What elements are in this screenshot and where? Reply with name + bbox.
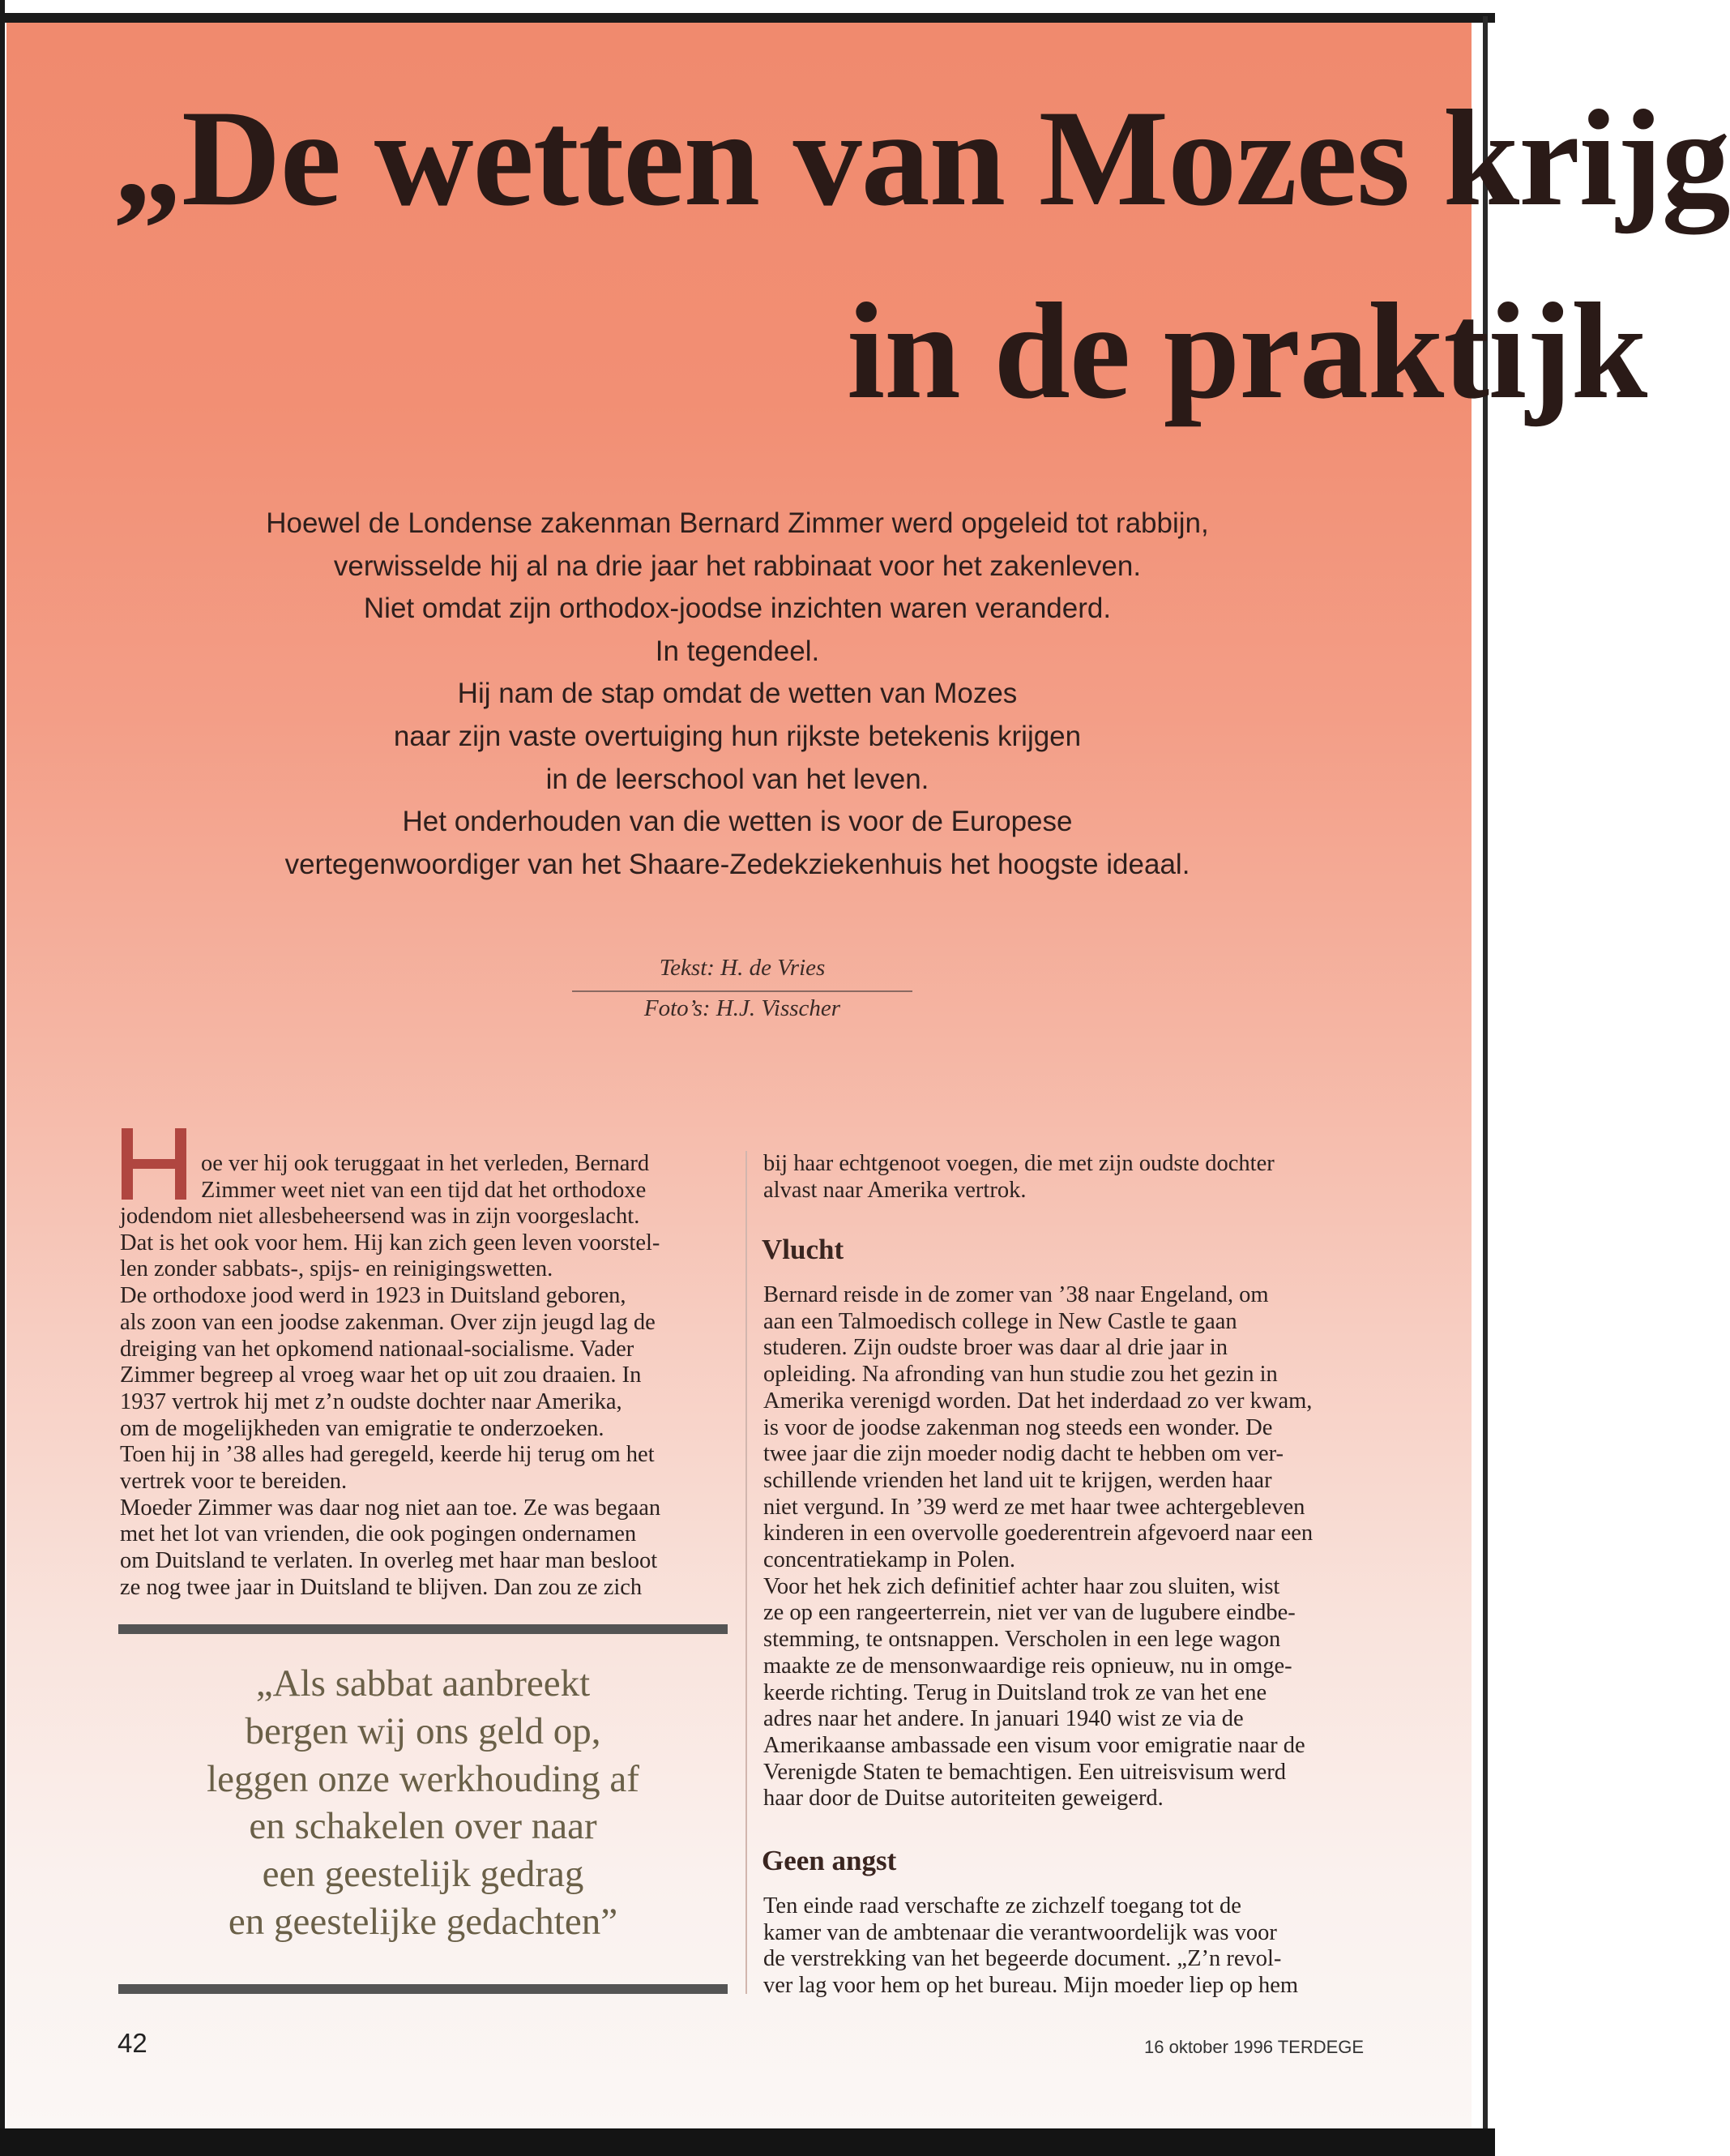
body-line: maakte ze de mensonwaardige reis opnieuw, nu in omge- <box>763 1653 1292 1679</box>
body-line: Verenigde Staten te bemachtigen. Een uitreisvisum werd <box>763 1759 1287 1785</box>
body-line: schillende vrienden het land uit te krijgen, werden haar <box>763 1467 1272 1493</box>
body-line: ze op een rangeerterrein, niet ver van de lugubere eindbe- <box>763 1600 1296 1626</box>
body-line: studeren. Zijn oudste broer was daar al drie jaar in <box>763 1335 1228 1361</box>
intro-line: In tegendeel. <box>655 635 820 667</box>
body-line: kamer van de ambtenaar die verantwoordelijk was voor <box>763 1919 1277 1945</box>
column-divider <box>745 1151 747 1994</box>
body-line: bij haar echtgenoot voegen, die met zijn oudste dochter <box>763 1151 1275 1176</box>
subheading-geen-angst: Geen angst <box>762 1845 897 1876</box>
body-line: ver lag voor hem op het bureau. Mijn moeder liep op hem <box>763 1973 1299 1999</box>
body-line: ze nog twee jaar in Duitsland te blijven. Dan zou ze zich <box>120 1574 643 1600</box>
right-column-section-vlucht <box>763 1282 1313 1812</box>
scan-border-left <box>0 0 5 2156</box>
body-line: aan een Talmoedisch college in New Castle te gaan <box>763 1308 1237 1334</box>
body-line: stemming, te ontsnappen. Verscholen in een lege wagon <box>763 1627 1281 1653</box>
body-line: Zimmer begreep al vroeg waar het op uit zou draaien. In <box>120 1362 642 1388</box>
pull-quote-line: een geestelijk gedrag <box>262 1853 584 1896</box>
body-line: len zonder sabbats-, spijs- en reinigingswetten. <box>120 1256 553 1282</box>
body-line: alvast naar Amerika vertrok. <box>763 1177 1027 1203</box>
body-line: vertrek voor te bereiden. <box>120 1469 348 1495</box>
pull-quote-line: en geestelijke gedachten” <box>228 1900 618 1943</box>
intro-line: verwisselde hij al na drie jaar het rabbinaat voor het zakenleven. <box>333 550 1142 582</box>
body-line: Toen hij in ’38 alles had geregeld, keerde hij terug om het <box>120 1442 655 1468</box>
body-line: De orthodoxe jood werd in 1923 in Duitsland geboren, <box>120 1283 626 1309</box>
intro-lead <box>154 503 1321 886</box>
pull-quote-line: leggen onze werkhouding af <box>207 1757 639 1800</box>
intro-line: Het onderhouden van die wetten is voor de Europese <box>402 806 1073 838</box>
body-line: Voor het hek zich definitief achter haar zou sluiten, wist <box>763 1573 1280 1599</box>
body-line: met het lot van vrienden, die ook pogingen ondernamen <box>120 1521 637 1547</box>
scan-border-top <box>0 13 1495 23</box>
credit-divider <box>572 990 912 992</box>
body-line: Zimmer weet niet van een tijd dat het orthodoxe <box>201 1177 647 1203</box>
intro-line: Hij nam de stap omdat de wetten van Mozes <box>457 678 1018 710</box>
intro-line: naar zijn vaste overtuiging hun rijkste betekenis krijgen <box>393 720 1082 752</box>
headline-line-2: in de praktijk <box>847 275 1647 427</box>
issue-date: 16 oktober 1996 TERDEGE <box>1144 2037 1365 2057</box>
body-line: kinderen in een overvolle goederentrein afgevoerd naar een <box>763 1521 1314 1546</box>
body-line: om de mogelijkheden van emigratie te onderzoeken. <box>120 1415 604 1441</box>
body-line: Moeder Zimmer was daar nog niet aan toe. Ze was begaan <box>120 1495 661 1521</box>
body-line: 1937 vertrok hij met z’n oudste dochter naar Amerika, <box>120 1388 622 1414</box>
intro-line: in de leerschool van het leven. <box>545 763 929 795</box>
page-number: 42 <box>117 2028 147 2058</box>
pull-quote-rule-bottom <box>118 1984 728 1994</box>
body-line: concentratiekamp in Polen. <box>763 1547 1016 1573</box>
left-column-body <box>120 1204 660 1602</box>
body-line: opleiding. Na afronding van hun studie zou het gezin in <box>763 1362 1278 1388</box>
body-line: twee jaar die zijn moeder nodig dacht te hebben om ver- <box>763 1441 1284 1467</box>
intro-line: vertegenwoordiger van het Shaare-Zedekziekenhuis het hoogste ideaal. <box>284 848 1190 880</box>
pull-quote <box>118 1660 728 1946</box>
pull-quote-line: bergen wij ons geld op, <box>245 1709 601 1752</box>
intro-line: Niet omdat zijn orthodox-joodse inzichten waren veranderd. <box>363 592 1112 625</box>
body-line: keerde richting. Terug in Duitsland trok ze van het ene <box>763 1679 1267 1705</box>
scan-border-bottom <box>0 2128 1495 2156</box>
body-line: Amerikaanse ambassade een visum voor emigratie naar de <box>763 1732 1305 1758</box>
body-line: niet vergund. In ’39 werd ze met haar twee achtergebleven <box>763 1494 1305 1520</box>
body-line: Dat is het ook voor hem. Hij kan zich geen leven voorstel- <box>120 1230 660 1256</box>
intro-line: Hoewel de Londense zakenman Bernard Zimmer werd opgeleid tot rabbijn, <box>266 507 1209 539</box>
body-line: dreiging van het opkomend nationaal-socialisme. Vader <box>120 1336 634 1362</box>
body-line: de verstrekking van het begeerde document. „Z’n revol- <box>763 1946 1282 1972</box>
drop-cap-h <box>122 1128 186 1200</box>
headline-line-1: „De wetten van Mozes krijg <box>113 82 1730 234</box>
body-line: haar door de Duitse autoriteiten geweigerd. <box>763 1786 1164 1812</box>
body-line: Amerika verenigd worden. Dat het inderdaad zo ver kwam, <box>763 1388 1313 1414</box>
left-column-first-lines <box>201 1151 649 1204</box>
text-credit: Tekst: H. de Vries <box>659 955 826 981</box>
body-line: oe ver hij ook teruggaat in het verleden, Bernard <box>201 1151 650 1176</box>
body-line: jodendom niet allesbeheersend was in zijn voorgeslacht. <box>120 1204 640 1229</box>
pull-quote-line: „Als sabbat aanbreekt <box>255 1662 591 1705</box>
subheading-vlucht: Vlucht <box>762 1234 844 1265</box>
body-line: adres naar het andere. In januari 1940 wist ze via de <box>763 1706 1244 1732</box>
body-line: is voor de joodse zakenman nog steeds een wonder. De <box>763 1414 1273 1440</box>
pull-quote-line: en schakelen over naar <box>249 1805 597 1848</box>
body-line: Ten einde raad verschafte ze zichzelf toegang tot de <box>763 1893 1241 1919</box>
right-column-intro <box>763 1151 1275 1204</box>
body-line: om Duitsland te verlaten. In overleg met haar man besloot <box>120 1548 658 1574</box>
body-line: als zoon van een joodse zakenman. Over zijn jeugd lag de <box>120 1309 656 1335</box>
pull-quote-rule-top <box>118 1624 728 1634</box>
photo-credit: Foto’s: H.J. Visscher <box>643 995 841 1021</box>
right-column-section-geen-angst <box>763 1893 1298 2000</box>
body-line: Bernard reisde in de zomer van ’38 naar Engeland, om <box>763 1282 1269 1307</box>
